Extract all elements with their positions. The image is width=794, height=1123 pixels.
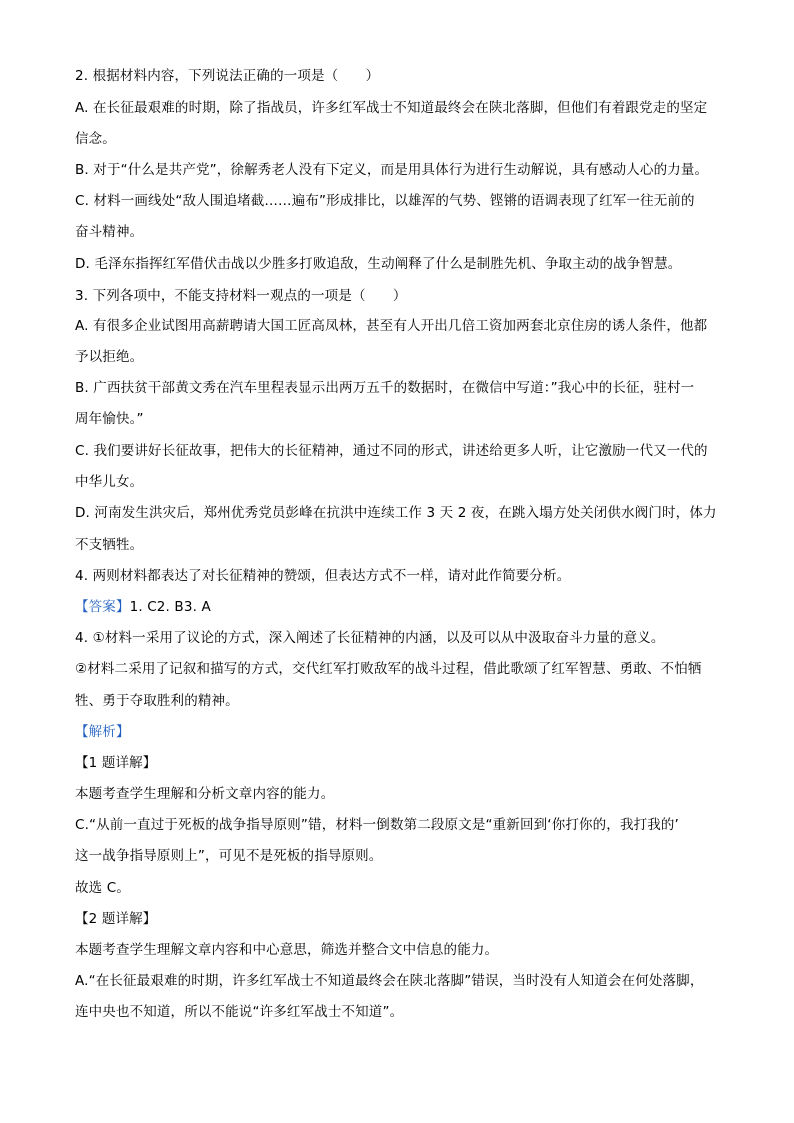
answer-line <box>75 597 725 617</box>
question-2-stem: 2. 根据材料内容，下列说法正确的一项是（ ） <box>75 68 380 84</box>
answer-4-point2-line2: 牲、勇于夺取胜利的精神。 <box>75 693 239 709</box>
q1-detail-intro: 本题考查学生理解和分析文章内容的能力。 <box>75 786 335 802</box>
option-3d-line2: 不支牺牲。 <box>75 537 144 553</box>
option-3d-line1: D. 河南发生洪灾后，郑州优秀党员彭峰在抗洪中连续工作 3 天 2 夜，在跳入塌方处关闭供水阀门时，体力 <box>75 505 717 521</box>
option-2c-line2: 奋斗精神。 <box>75 224 144 240</box>
option-2d: D. 毛泽东指挥红军借伏击战以少胜多打败追敌，生动阐释了什么是制胜先机、争取主动的战争智慧。 <box>75 256 682 272</box>
q2-detail-a-line1: A.“在长征最艰难的时期，许多红军战士不知道最终会在陕北落脚”错误，当时没有人知道会在何处落脚， <box>75 973 704 989</box>
option-3c-line1: C. 我们要讲好长征故事，把伟大的长征精神，通过不同的形式，讲述给更多人听，让它激励一代又一代的 <box>75 443 708 459</box>
q1-detail-heading: 【1 题详解】 <box>75 755 157 771</box>
option-3a-line1: A. 有很多企业试图用高薪聘请大国工匠高凤林，甚至有人开出几倍工资加两套北京住房的诱人条件，他都 <box>75 318 708 334</box>
answer-4-point2-line1: ②材料二采用了记叙和描写的方式，交代红军打败敌军的战斗过程，借此歌颂了红军智慧、勇敢、不怕牺 <box>75 661 702 677</box>
option-3a-line2: 予以拒绝。 <box>75 349 144 365</box>
question-3-stem: 3. 下列各项中，不能支持材料一观点的一项是（ ） <box>75 288 407 304</box>
option-2a-line1: A. 在长征最艰难的时期，除了指战员，许多红军战士不知道最终会在陕北落脚，但他们有着跟党走的坚定 <box>75 100 708 116</box>
answer-values: 1. C2. B3. A <box>129 599 211 615</box>
q2-detail-a-line2: 连中央也不知道，所以不能说“许多红军战士不知道”。 <box>75 1004 404 1020</box>
option-2a-line2: 信念。 <box>75 131 116 147</box>
question-4-stem: 4. 两则材料都表达了对长征精神的赞颂，但表达方式不一样，请对此作简要分析。 <box>75 568 571 584</box>
option-2c-line1: C. 材料一画线处“敌人围追堵截……遍布”形成排比，以雄浑的气势、铿锵的语调表现了红军一往无前的 <box>75 193 695 209</box>
q1-detail-c-line2: 这一战争指导原则上”，可见不是死板的指导原则。 <box>75 848 383 864</box>
q2-detail-intro: 本题考查学生理解文章内容和中心意思，筛选并整合文中信息的能力。 <box>75 942 499 958</box>
option-2b: B. 对于“什么是共产党”，徐解秀老人没有下定义，而是用具体行为进行生动解说，具有感动人心的力量。 <box>75 162 709 178</box>
answer-tag: 【答案】 <box>75 599 130 615</box>
option-3b-line1: B. 广西扶贫干部黄文秀在汽车里程表显示出两万五千的数据时，在微信中写道：”我心中的长征，驻村一 <box>75 380 695 396</box>
q2-detail-heading: 【2 题详解】 <box>75 911 157 927</box>
q1-conclusion: 故选 C。 <box>75 880 130 896</box>
answer-4-point1: 4. ①材料一采用了议论的方式，深入阐述了长征精神的内涵，以及可以从中汲取奋斗力量的意义。 <box>75 630 665 646</box>
option-3b-line2: 周年愉快。” <box>75 411 144 427</box>
analysis-heading: 【解析】 <box>75 724 130 740</box>
q1-detail-c-line1: C.“从前一直过于死板的战争指导原则”错，材料一倒数第二段原文是“重新回到‘你打你的，我打我的’ <box>75 817 679 833</box>
option-3c-line2: 中华儿女。 <box>75 474 144 490</box>
